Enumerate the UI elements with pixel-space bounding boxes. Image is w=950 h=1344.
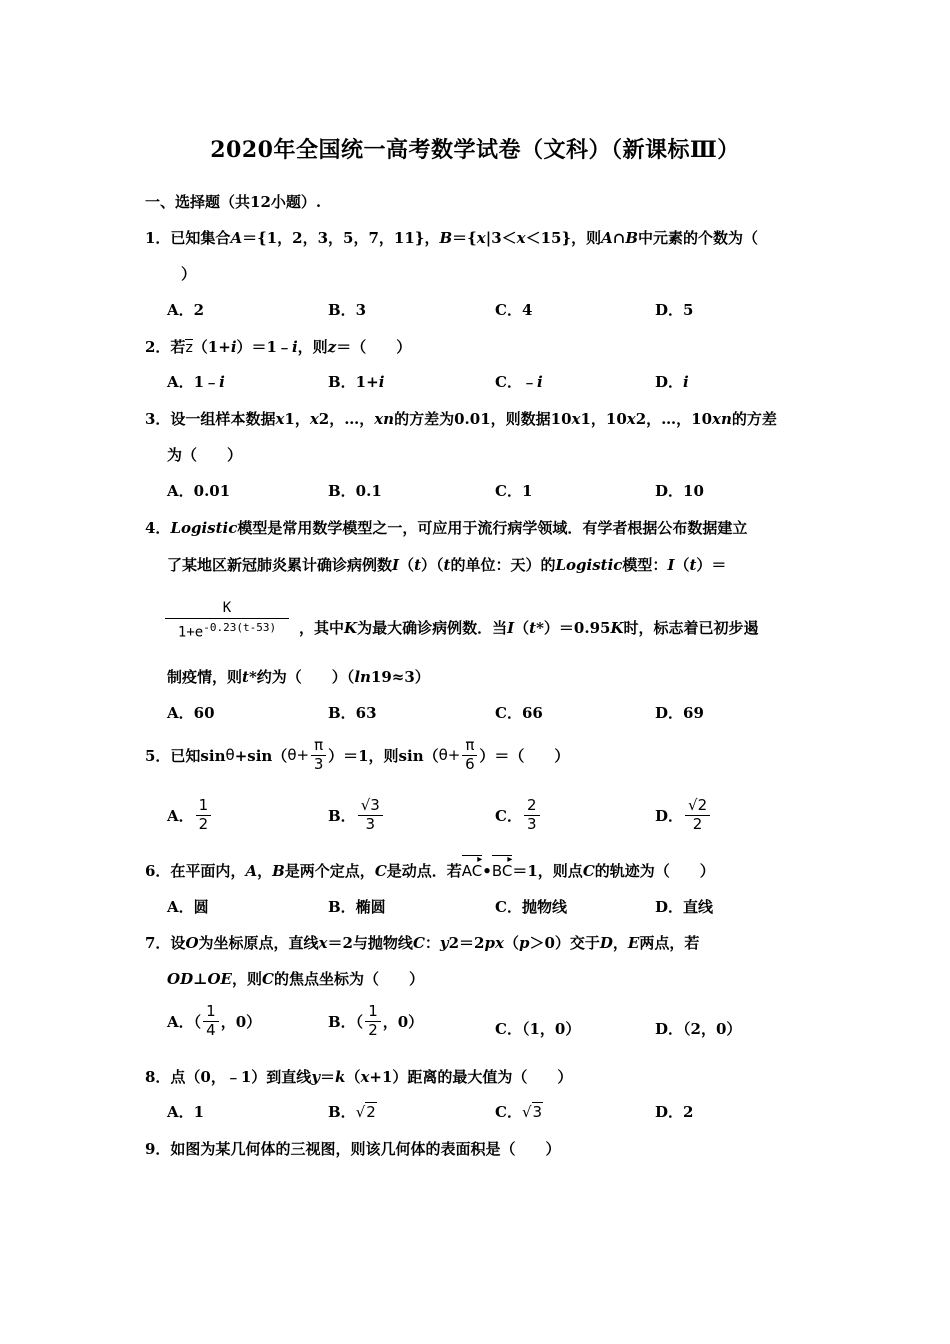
q7-var: D	[599, 934, 613, 952]
q4-text: 为最大确诊病例数．当	[357, 619, 508, 637]
option-c[interactable]	[495, 798, 542, 833]
q6-text: 是两个定点，	[284, 862, 375, 880]
question-8	[145, 1066, 572, 1087]
q6-text: ＝1，则点	[512, 862, 583, 880]
q3-text: 的方差	[731, 410, 777, 428]
fraction-numerator: π	[311, 738, 326, 756]
option-label: B．（	[328, 1012, 364, 1031]
option-label: A．	[167, 806, 194, 825]
q4-term: Logistic	[555, 556, 623, 574]
q7-text: 2＝2	[448, 934, 485, 952]
formula-numerator: K	[165, 600, 289, 619]
option-b[interactable]: B．椭圆	[328, 898, 386, 916]
fraction-numerator: 1	[196, 798, 212, 816]
sqrt-2	[356, 1103, 377, 1121]
option-c[interactable]: C．66	[495, 704, 543, 722]
q2-text: ＝（ ）	[336, 338, 412, 356]
question-5	[145, 738, 569, 773]
option-fraction	[203, 1004, 219, 1039]
q3-var: xn	[712, 410, 732, 428]
q4-term: Logistic	[170, 519, 238, 537]
vector-bc	[491, 854, 513, 880]
vector-arrow-icon: ▸	[492, 855, 513, 856]
question-1-cont: ）	[181, 265, 197, 283]
fraction-numerator: π	[462, 738, 477, 756]
option-fraction	[358, 798, 383, 833]
q7-var: E	[627, 934, 640, 952]
q6-var: C	[374, 862, 387, 880]
q4-var: K	[610, 619, 624, 637]
q6-text: 的轨迹为（ ）	[594, 862, 715, 880]
q4-text: 制疫情，则	[167, 668, 243, 686]
q7-var: p	[518, 934, 530, 952]
option-b[interactable]: B．0.1	[328, 482, 382, 500]
q4-var: I	[667, 556, 675, 574]
q1-var: A	[601, 229, 613, 247]
q3-var: x	[626, 410, 636, 428]
question-9: 9．如图为某几何体的三视图，则该几何体的表面积是（ ）	[145, 1140, 561, 1158]
q7-text: 的焦点坐标为（ ）	[273, 970, 424, 988]
q5-text: ）＝（ ）	[479, 746, 570, 765]
q8-var: x	[360, 1068, 370, 1086]
q1-var: A	[230, 229, 243, 247]
q4-text: *）＝0.95	[536, 619, 611, 637]
option-c[interactable]: C．1	[495, 482, 533, 500]
q7-text: ＝2与抛物线	[327, 934, 413, 952]
option-a[interactable]	[167, 371, 225, 392]
q6-var: C	[582, 862, 595, 880]
q2-var: i	[291, 338, 298, 356]
q3-var: x	[309, 410, 319, 428]
formula-exponent: -0.23(t-53)	[203, 621, 277, 634]
option-var: i	[219, 372, 225, 391]
q6-text: 6．在平面内，	[145, 862, 246, 880]
logistic-formula	[165, 600, 289, 641]
radicand: 2	[366, 1102, 376, 1121]
q8-text: 8．点（0，﹣1）到直线	[145, 1068, 312, 1086]
option-d[interactable]: D．5	[655, 301, 694, 319]
q3-text: 2，…，10	[635, 410, 713, 428]
q4-text: ）＝	[696, 556, 727, 574]
option-label: B．	[328, 1103, 356, 1121]
option-tail: ，0）	[220, 1012, 262, 1031]
option-c[interactable]	[495, 371, 543, 392]
q4-text: 模型：	[622, 556, 668, 574]
option-d[interactable]	[655, 371, 689, 392]
option-a[interactable]: A．60	[167, 704, 215, 722]
q4-text: （	[514, 619, 530, 637]
option-label: C．	[495, 1103, 522, 1121]
q2-text: （1+	[192, 338, 231, 356]
fraction-denominator: 4	[206, 1020, 216, 1039]
fraction-numerator: 1	[365, 1004, 381, 1022]
q7-var: C	[262, 970, 274, 988]
option-tail: ，0）	[382, 1012, 424, 1031]
option-label: B．1+	[328, 373, 379, 391]
option-fraction	[524, 798, 540, 833]
option-b[interactable]	[328, 1004, 423, 1039]
q8-var: k	[335, 1068, 346, 1086]
option-a[interactable]: A．0.01	[167, 482, 231, 500]
q4-text: ）（	[421, 556, 444, 574]
q1-var: B	[439, 229, 453, 247]
q1-text: 中元素的个数为（	[638, 229, 759, 247]
theta-symbol: θ	[438, 746, 448, 765]
fraction-denominator: 3	[526, 814, 537, 833]
option-label: B．	[328, 806, 356, 825]
q1-op: ∩	[612, 229, 626, 247]
fraction-denominator: 2	[368, 1020, 378, 1039]
option-var: i	[536, 372, 543, 391]
option-b[interactable]	[328, 798, 385, 833]
q7-text: ：	[424, 934, 440, 952]
option-label: D．	[655, 373, 684, 391]
plus-symbol: +	[447, 746, 461, 765]
q5-text: ）＝1，则sin（	[328, 746, 439, 765]
q4-text: 了某地区新冠肺炎累计确诊病例数	[167, 556, 393, 574]
q7-var: OE	[207, 970, 232, 988]
fraction-denominator: 2	[198, 814, 209, 833]
q2-text: ，则	[297, 338, 328, 356]
fraction-numerator: 2	[524, 798, 540, 816]
q4-text: 19≈3）	[370, 668, 430, 686]
q4-var: t	[443, 556, 451, 574]
question-7	[145, 932, 699, 953]
formula-denominator	[178, 619, 276, 641]
option-a[interactable]	[167, 1004, 261, 1039]
q3-var: x	[571, 410, 581, 428]
q8-text: ＝	[320, 1068, 336, 1086]
vector-label: AC	[461, 862, 483, 880]
option-d[interactable]: D．（2，0）	[655, 1020, 742, 1038]
fraction-denominator: 2	[692, 814, 703, 833]
q4-var: t	[529, 619, 537, 637]
formula-base: 1+e	[177, 624, 204, 641]
fraction-numerator: √3	[358, 798, 383, 816]
question-4-line3	[299, 617, 759, 638]
option-fraction	[365, 1004, 381, 1039]
option-b[interactable]: B．3	[328, 301, 367, 319]
fraction-denominator: 3	[313, 754, 324, 773]
q7-text: ，	[612, 934, 628, 952]
q4-var: t	[242, 668, 249, 686]
q6-var: B	[272, 862, 285, 880]
q7-text: （	[503, 934, 519, 952]
vector-label: BC	[491, 862, 513, 880]
q4-text: *约为（ ）（	[248, 668, 355, 686]
vector-arrow-icon: ▸	[462, 855, 482, 856]
option-var: i	[683, 372, 689, 391]
option-b[interactable]	[328, 1101, 377, 1122]
radicand: 3	[532, 1102, 543, 1121]
option-c[interactable]: C．（1，0）	[495, 1020, 581, 1038]
question-6	[145, 854, 715, 881]
option-label: C．	[495, 806, 522, 825]
option-d[interactable]: D．10	[655, 482, 704, 500]
q2-var: i	[230, 338, 237, 356]
q1-var: x	[476, 229, 486, 247]
question-1	[145, 227, 758, 248]
q7-text: 两点，若	[639, 934, 700, 952]
q3-text: 3．设一组样本数据	[145, 410, 276, 428]
option-d[interactable]: D．直线	[655, 898, 714, 916]
option-var: i	[378, 372, 385, 391]
option-a[interactable]: A．1	[167, 1103, 205, 1121]
plus-symbol: +	[296, 746, 310, 765]
q8-text: +1）距离的最大值为（ ）	[369, 1068, 573, 1086]
q1-text: ＝{1，2，3，5，7，11}，	[242, 229, 440, 247]
q3-text: 1，10	[580, 410, 627, 428]
q7-text: ＞0）交于	[529, 934, 600, 952]
q1-var: x	[516, 229, 526, 247]
option-a[interactable]: A．2	[167, 301, 205, 319]
q4-var: I	[392, 556, 400, 574]
question-3	[145, 408, 777, 429]
q4-var: K	[344, 619, 358, 637]
q4-text: 时，标志着已初步遏	[623, 619, 759, 637]
fraction-pi-6	[462, 738, 477, 773]
q1-text: ＜15}，则	[525, 229, 602, 247]
theta-symbol: θ	[287, 746, 297, 765]
q4-text: 模型是常用数学模型之一，可应用于流行病学领域．有学者根据公布数据建立	[237, 519, 748, 537]
q4-var: ln	[354, 668, 371, 686]
q8-var: y	[311, 1068, 321, 1086]
q7-var: OD	[167, 970, 194, 988]
option-b[interactable]: B．63	[328, 704, 377, 722]
sqrt-icon: √	[521, 1102, 532, 1121]
option-d[interactable]	[655, 798, 712, 833]
q4-var: I	[507, 619, 515, 637]
q4-var: t	[414, 556, 421, 574]
q2-var: z	[327, 338, 337, 356]
fraction-denominator: 3	[365, 814, 376, 833]
q3-var: x	[275, 410, 285, 428]
option-d[interactable]: D．69	[655, 704, 704, 722]
page-title: 2020年全国统一高考数学试卷（文科）（新课标Ⅲ）	[210, 137, 740, 163]
q4-text: 4．	[145, 519, 171, 537]
option-label: A．1﹣	[167, 373, 220, 391]
q7-var: y	[439, 934, 449, 952]
perpendicular-symbol: ⊥	[193, 970, 208, 988]
option-c[interactable]	[495, 1101, 543, 1122]
q1-text: ＝{	[452, 229, 477, 247]
q7-text: 7．设	[145, 934, 186, 952]
theta-symbol: θ	[225, 746, 235, 765]
option-label: A．（	[167, 1012, 202, 1031]
question-4-line2	[167, 554, 726, 575]
q7-text: ，则	[231, 970, 262, 988]
option-label: C．﹣	[495, 373, 537, 391]
q7-text: 为坐标原点，直线	[198, 934, 319, 952]
q6-text: 是动点．若	[386, 862, 462, 880]
q5-text: 5．已知sin	[145, 746, 226, 765]
option-fraction	[685, 798, 710, 833]
q7-var: C	[412, 934, 425, 952]
q4-text: 的单位：天）的	[450, 556, 556, 574]
question-7-line2	[167, 968, 424, 989]
question-4-line4	[167, 666, 430, 687]
vector-ac	[461, 854, 483, 880]
question-4	[145, 517, 747, 538]
fraction-numerator: 1	[203, 1004, 219, 1022]
question-2	[145, 336, 411, 357]
q7-var: x	[318, 934, 328, 952]
q3-text: 2，…，	[318, 410, 375, 428]
q6-text: ，	[257, 862, 273, 880]
q1-text: 1．已知集合	[145, 229, 231, 247]
z-conjugate: z	[185, 340, 193, 356]
option-c[interactable]: C．抛物线	[495, 898, 567, 916]
option-b[interactable]	[328, 371, 384, 392]
dot-product-symbol: •	[482, 862, 492, 880]
question-3-cont: 为（ ）	[167, 446, 243, 464]
q1-text: |3＜	[485, 229, 517, 247]
q2-text: ）＝1﹣	[236, 338, 292, 356]
option-fraction	[196, 798, 212, 833]
q4-text: （	[399, 556, 415, 574]
q4-text: ，其中	[299, 619, 345, 637]
fraction-pi-3	[311, 738, 326, 773]
q3-text: 的方差为0.01，则数据10	[394, 410, 572, 428]
q6-var: A	[245, 862, 258, 880]
fraction-denominator: 6	[465, 754, 475, 773]
sqrt-icon: √	[355, 1102, 366, 1121]
q4-var: t	[689, 556, 697, 574]
q3-var: xn	[374, 410, 395, 428]
q7-var: O	[185, 934, 199, 952]
option-label: D．	[655, 806, 684, 825]
q4-text: （	[674, 556, 690, 574]
q8-text: （	[345, 1068, 361, 1086]
q1-var: B	[625, 229, 639, 247]
option-c[interactable]: C．4	[495, 301, 533, 319]
option-a[interactable]	[167, 798, 213, 833]
q3-text: 1，	[284, 410, 310, 428]
option-a[interactable]: A．圆	[167, 898, 209, 916]
section-heading: 一、选择题（共12小题）.	[145, 193, 322, 211]
option-d[interactable]: D．2	[655, 1103, 694, 1121]
q7-var: px	[484, 934, 504, 952]
sqrt-3	[522, 1103, 543, 1121]
q5-text: +sin（	[234, 746, 288, 765]
fraction-numerator: √2	[685, 798, 710, 816]
q2-text: 2．若	[145, 338, 186, 356]
